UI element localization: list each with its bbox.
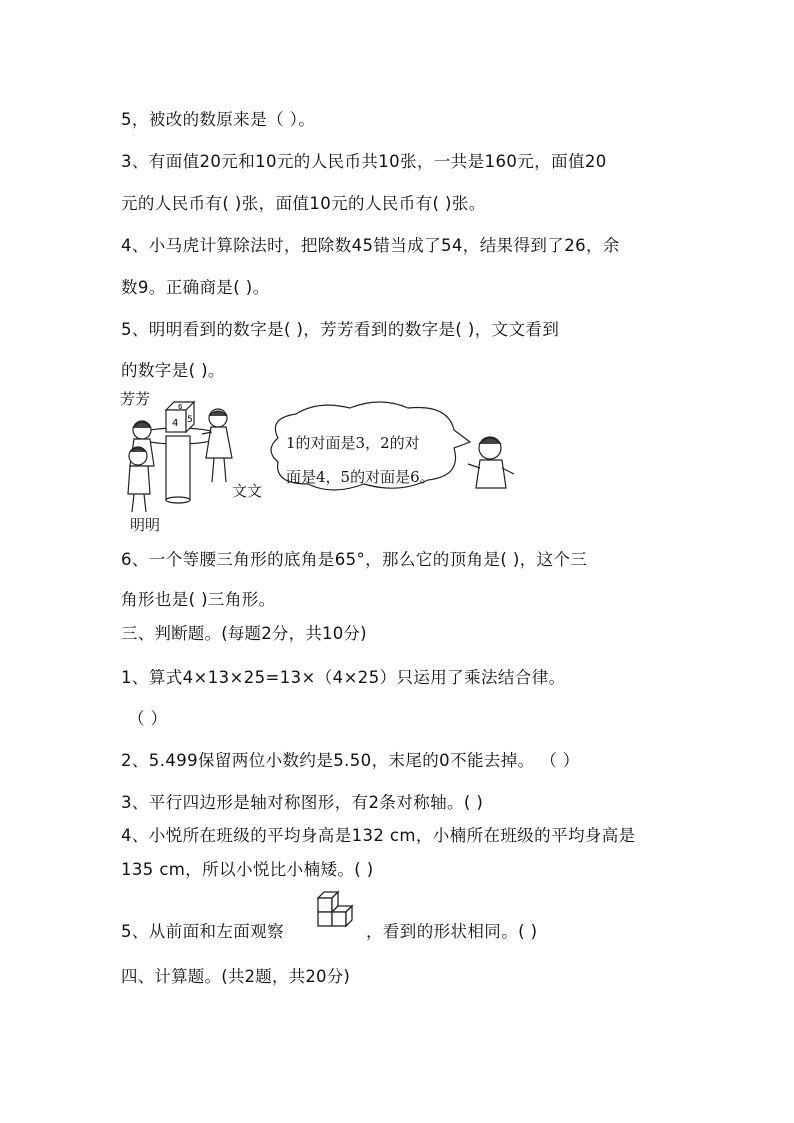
question-line-16: 135 cm，所以小悦比小楠矮。( ) — [121, 860, 374, 879]
bubble-line-2: 面是4，5的对面是6。 — [286, 468, 435, 486]
label-fangfang: 芳芳 — [120, 390, 151, 408]
child-mingming — [128, 447, 150, 512]
illustration-svg — [118, 386, 518, 534]
question-line-1: 5，被改的数原来是（ ）。 — [121, 110, 316, 129]
question-line-6: 5、明明看到的数字是( )，芳芳看到的数字是( )，文文看到 — [121, 320, 560, 339]
question-line-5: 数9。正确商是( )。 — [121, 278, 270, 297]
child-wenwen — [202, 409, 232, 482]
table-leg — [166, 436, 190, 500]
cube-viewing-illustration — [118, 386, 518, 534]
question-line-13: 2、5.499保留两位小数约是5.50，末尾的0不能去掉。 （ ） — [121, 751, 580, 770]
question-line-9: 角形也是( )三角形。 — [121, 590, 276, 609]
child-speaker — [468, 437, 514, 488]
question-line-17-end: ，看到的形状相同。( ) — [366, 922, 538, 941]
label-wenwen: 文文 — [232, 482, 263, 500]
question-line-2: 3、有面值20元和10元的人民币共10张，一共是160元，面值20 — [121, 152, 607, 171]
cube-face-side: 5 — [187, 415, 193, 425]
section-heading-calculation: 四、计算题。(共2题，共20分) — [121, 967, 351, 986]
question-line-17-start: 5、从前面和左面观察 — [121, 922, 284, 941]
section-heading-judgment: 三、判断题。(每题2分，共10分) — [121, 624, 367, 643]
bubble-line-1: 1的对面是3，2的对 — [286, 434, 420, 452]
answer-blank-1: （ ） — [128, 709, 168, 728]
question-line-15: 4、小悦所在班级的平均身高是132 cm，小楠所在班级的平均身高是 — [121, 826, 636, 845]
question-line-3: 元的人民币有( )张，面值10元的人民币有( )张。 — [121, 194, 486, 213]
label-mingming: 明明 — [130, 516, 161, 534]
number-cube — [166, 402, 194, 432]
cube-face-top: 6 — [178, 403, 183, 411]
question-line-4: 4、小马虎计算除法时，把除数45错当成了54，结果得到了26，余 — [121, 236, 620, 255]
question-line-8: 6、一个等腰三角形的底角是65°，那么它的顶角是( )，这个三 — [121, 550, 588, 569]
cube-stack-figure — [312, 890, 358, 934]
question-line-14: 3、平行四边形是轴对称图形，有2条对称轴。( ) — [121, 793, 484, 812]
question-line-7: 的数字是( )。 — [121, 361, 225, 380]
cube-face-front: 4 — [172, 418, 179, 429]
question-line-11: 1、算式4×13×25=13×（4×25）只运用了乘法结合律。 — [121, 668, 566, 687]
